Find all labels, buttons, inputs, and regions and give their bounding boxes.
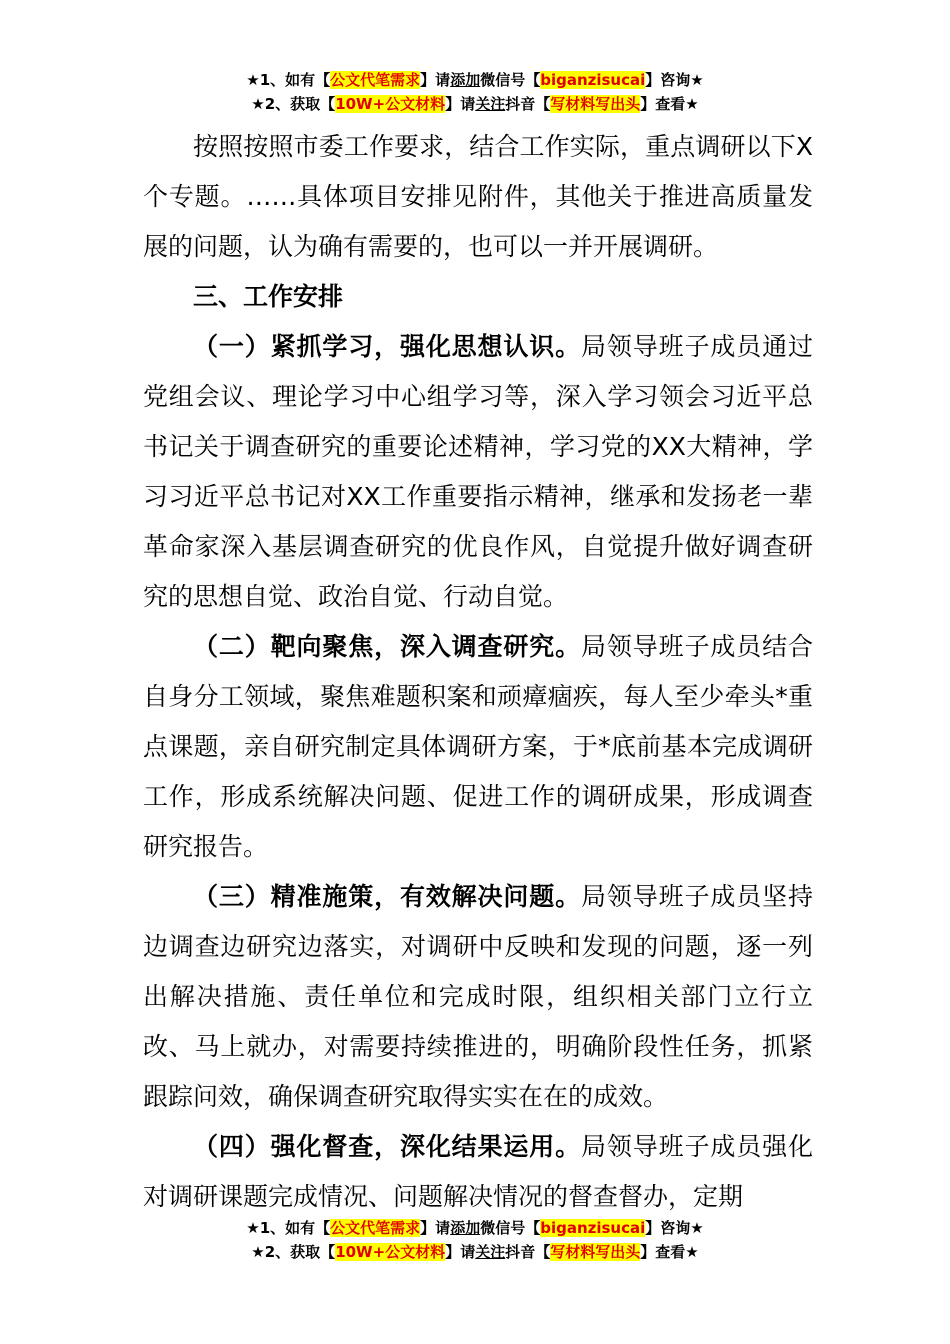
paragraph-solve: （三）精准施策，有效解决问题。局领导班子成员坚持边调查边研究边落实，对调研中反映和发现的问题，逐一列出解决措施、责任单位和完成时限，组织相关部门立行立改、马上就办，对需要持续推进的，明确阶段性任务，抓紧跟踪问效，确保调查研究取得实实在在的成效。 (143, 882, 813, 1111)
header-promo-banner (0, 68, 950, 116)
promo-highlight: 10W+公文材料 (335, 95, 446, 113)
paragraph-research: （二）靶向聚焦，深入调查研究。局领导班子成员结合自身分工领域，聚焦难题积案和顽瘴痼疾，每人至少牵头*重点课题，亲自研究制定具体调研方案，于*底前基本完成调研工作，形成系统解决问题、促进工作的调研成果，形成调查研究报告。 (143, 632, 813, 861)
wechat-id: biganzisucai (540, 1219, 646, 1237)
douyin-id: 写材料写出头 (550, 1243, 641, 1261)
promo-line-1: ★1、如有【公文代笔需求】请添加微信号【biganzisucai】咨询★ (246, 71, 704, 89)
paragraph-study: （一）紧抓学习，强化思想认识。局领导班子成员通过党组会议、理论学习中心组学习等，深入学习领会习近平总书记关于调查研究的重要论述精神，学习党的XX大精神，学习习近平总书记对XX工作重要指示精神，继承和发扬老一辈革命家深入基层调查研究的优良作风，自觉提升做好调查研究的思想自觉、政治自觉、行动自觉。 (143, 332, 813, 611)
footer-promo-banner (0, 1216, 950, 1264)
wechat-id: biganzisucai (540, 71, 646, 89)
paragraph-supervise: （四）强化督查，深化结果运用。局领导班子成员强化对调研课题完成情况、问题解决情况的督查督办，定期 (143, 1132, 813, 1211)
paragraph-topics: 按照按照市委工作要求，结合工作实际，重点调研以下X个专题。……具体项目安排见附件，其他关于推进高质量发展的问题，认为确有需要的，也可以一并开展调研。 (143, 132, 813, 261)
promo-line-2: ★2、获取【10W+公文材料】请关注抖音【写材料写出头】查看★ (251, 1243, 699, 1261)
promo-highlight: 公文代笔需求 (330, 1219, 421, 1237)
paragraph-lead: （三）精准施策，有效解决问题。 (193, 882, 582, 911)
douyin-id: 写材料写出头 (550, 95, 641, 113)
paragraph-lead: （四）强化督查，深化结果运用。 (193, 1132, 582, 1161)
promo-highlight: 公文代笔需求 (330, 71, 421, 89)
promo-line-2: ★2、获取【10W+公文材料】请关注抖音【写材料写出头】查看★ (251, 95, 699, 113)
promo-line-1: ★1、如有【公文代笔需求】请添加微信号【biganzisucai】咨询★ (246, 1219, 704, 1237)
section-heading: 三、工作安排 (193, 282, 344, 311)
promo-highlight: 10W+公文材料 (335, 1243, 446, 1261)
document-body (143, 122, 813, 1222)
paragraph-lead: （二）靶向聚焦，深入调查研究。 (193, 632, 582, 661)
paragraph-lead: （一）紧抓学习，强化思想认识。 (193, 332, 582, 361)
